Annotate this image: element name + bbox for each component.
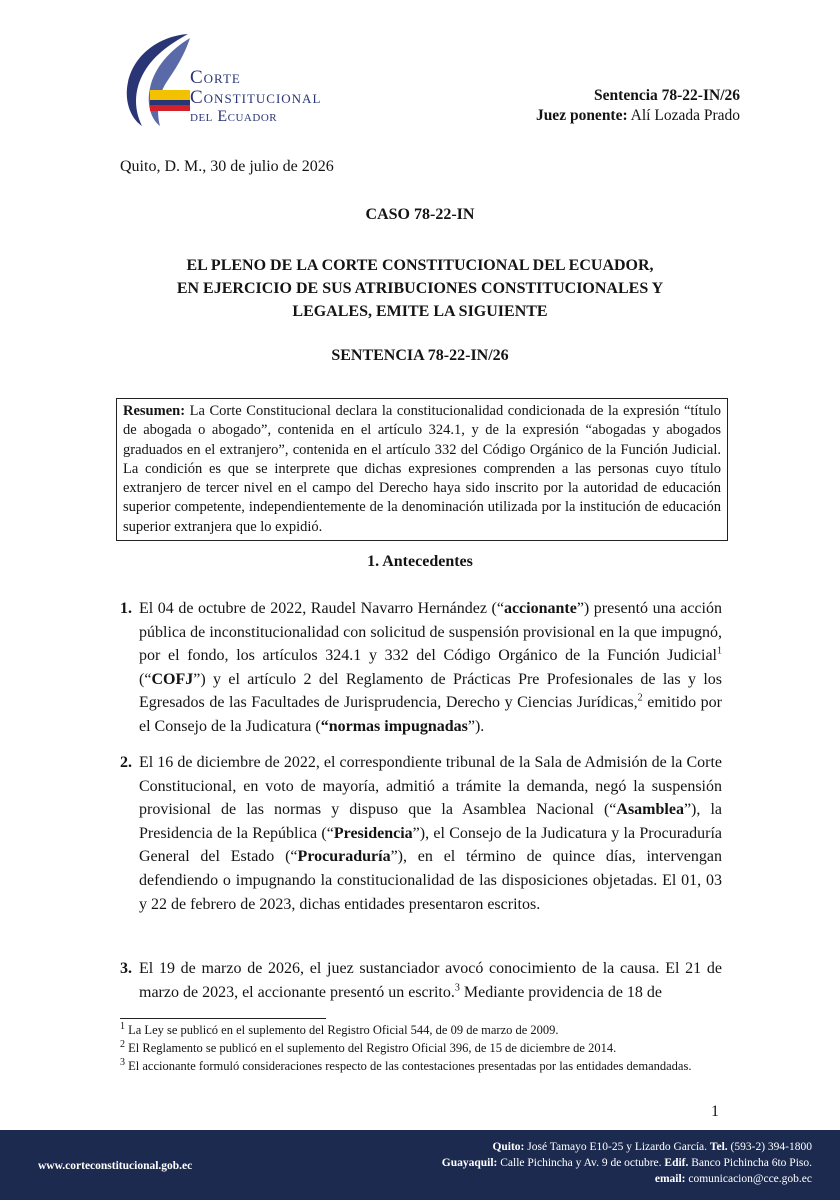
logo-line-1: Corte [190,67,241,88]
footnote-ref[interactable]: 3 [454,982,460,994]
paragraph-number: 2. [120,754,132,771]
logo-text [190,68,321,126]
text-run: ”) y el artículo 2 del Reglamento de Prácticas Pre Profesionales de las y los Egresados de las Facultades de Jurisprudencia, Derecho y Ciencias Jurídicas, [139,670,722,712]
text-run: El 16 de diciembre de 2022, el correspondiente tribunal de la Sala de Admisión de la Corte Constitucional, en voto de mayoría, admitió a trámite la demanda, negó la suspensión provisional de las normas y dispuso que la Asamblea Nacional (“ [139,754,722,819]
quito-label: Quito: [492,1141,525,1153]
paragraph-text [139,597,722,739]
footer-quito-line [442,1139,812,1155]
defined-term: Procuraduría [297,848,391,866]
email-label: email: [654,1173,686,1185]
defined-term: accionante [503,600,577,617]
defined-term: COFJ [151,670,194,688]
footer-website-link[interactable]: www.corteconstitucional.gob.ec [38,1160,193,1172]
paragraph-1 [120,597,722,739]
defined-term: Presidencia [333,824,413,842]
footnote-text: El Reglamento se publicó en el suplemento del Registro Oficial 396, de 15 de diciembre de 2014. [125,1041,617,1055]
tel-label: Tel. [709,1141,728,1153]
summary-box [116,398,728,541]
logo-line-3: del Ecuador [190,108,278,125]
text-run: emitido por el Consejo de la Judicatura ( [139,694,722,735]
guayaquil-address: Calle Pichincha y Av. 9 de octubre. [497,1157,665,1169]
summary-label: Resumen: [123,403,186,419]
footnote-marker: 2 [120,1038,125,1050]
footer-email-line [442,1171,812,1187]
edif-text: Banco Pichincha 6to Piso. [688,1157,812,1169]
pleno-line-3: LEGALES, EMITE LA SIGUIENTE [292,303,548,320]
paragraph-text [139,957,722,1004]
text-run: (“ [139,670,152,688]
footnote-ref[interactable]: 1 [717,645,722,657]
paragraph-number: 1. [120,600,132,617]
footnote-2 [120,1038,720,1057]
text-run: ”) presentó una acción pública de inconstitucionalidad con solicitud de suspensión provisional en la que impugnó, por el fondo, los artículos 324.1 y 332 del Código Orgánico de la Función Judicial [139,600,722,665]
judge-label: Juez ponente: [535,107,628,124]
footer-guayaquil-line [442,1155,812,1171]
pleno-line-2: EN EJERCICIO DE SUS ATRIBUCIONES CONSTITUCIONALES Y [176,280,664,297]
page-number: 1 [711,1103,719,1120]
quito-address: José Tamayo E10-25 y Lizardo García. [524,1141,710,1153]
pleno-heading [120,254,720,323]
court-emblem-icon [120,30,200,130]
section-heading-antecedentes: 1. Antecedentes [367,553,473,570]
footer-contact [442,1139,812,1187]
footnote-separator [120,1018,326,1019]
text-run: ”). [467,717,485,735]
footnote-text: El accionante formuló consideraciones respecto de las contestaciones presentadas por las entidades demandadas. [125,1059,692,1073]
case-number: CASO 78-22-IN [365,206,475,223]
logo-line-2: Constitucional [190,87,322,108]
edif-label: Edif. [664,1157,689,1169]
document-date: Quito, D. M., 30 de julio de 2026 [120,158,334,175]
header-judge [536,106,740,126]
text-run: ”), el Consejo de la Judicatura y la Procuraduría General del Estado (“ [139,824,722,866]
text-run: ”), en el término de quince días, intervengan defendiendo o impugnando la constitucionalidad de las disposiciones objetadas. El 01, 03 y 22 de febrero de 2023, dichas entidades presentaron escritos. [139,848,723,913]
paragraph-2 [120,751,722,916]
defined-term: Asamblea [616,801,684,819]
paragraph-3 [120,957,722,1004]
footnote-marker: 3 [120,1056,125,1068]
email-link[interactable]: comunicacion@cce.gob.ec [685,1173,812,1185]
text-run: ”), la Presidencia de la República (“ [139,801,722,842]
text-run: El 04 de octubre de 2022, Raudel Navarro Hernández (“ [139,600,504,617]
header-case-info [536,86,740,126]
judge-name: Alí Lozada Prado [630,107,740,124]
tel-number: (593-2) 394-1800 [727,1141,812,1153]
court-logo [120,30,350,130]
footnote-marker: 1 [120,1020,125,1032]
page-footer [0,1130,840,1200]
footnote-3 [120,1056,720,1075]
text-run: Mediante providencia de 18 de [459,983,663,1001]
guayaquil-label: Guayaquil: [441,1157,498,1169]
sentencia-title: SENTENCIA 78-22-IN/26 [331,347,509,364]
footnote-text: La Ley se publicó en el suplemento del Registro Oficial 544, de 09 de marzo de 2009. [125,1023,559,1037]
footnote-1 [120,1020,720,1039]
paragraph-text [139,751,722,916]
paragraph-number: 3. [120,960,132,977]
summary-text: La Corte Constitucional declara la constitucionalidad condicionada de la expresión “título de abogada o abogado”, contenida en el artículo 324.1, y de la expresión “abogadas y abogados graduados en el extranjero”, contenida en el artículo 332 del Código Orgánico de la Función Judicial. La condición es que se interprete que dichas expresiones comprenden a las personas cuyo título extranjero de tercer nivel en el campo del Derecho haya sido inscrito por la autoridad de educación superior competente, independientemente de la denominación utilizada por la institución de educación superior extranjera que lo expidió. [123,403,722,535]
footnote-ref[interactable]: 2 [637,693,643,705]
header-sentencia: Sentencia 78-22-IN/26 [594,87,740,104]
text-run: El 19 de marzo de 2026, el juez sustanciador avocó conocimiento de la causa. El 21 de marzo de 2023, el accionante presentó un escrito. [139,960,722,1001]
defined-term: “normas impugnadas [320,717,468,735]
pleno-line-1: EL PLENO DE LA CORTE CONSTITUCIONAL DEL ECUADOR, [186,257,654,274]
